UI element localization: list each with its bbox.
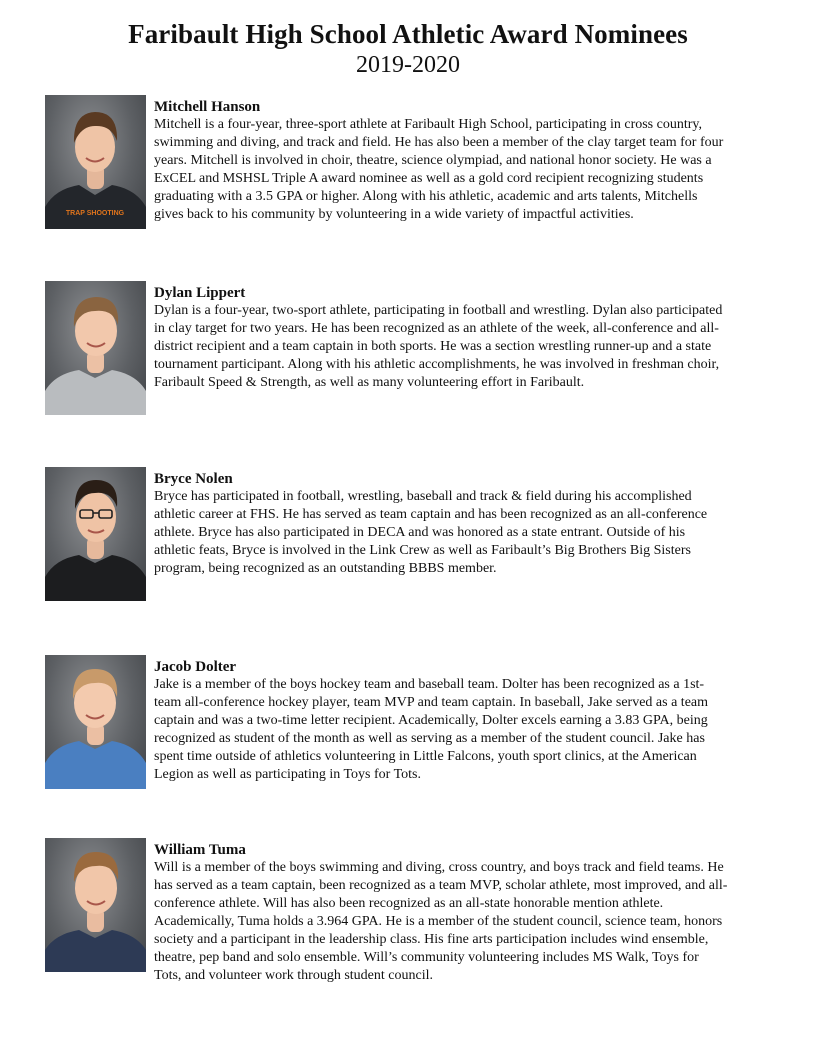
nominee-name: Jacob Dolter (154, 659, 237, 675)
nominee-bio: Mitchell is a four-year, three-sport athlete at Faribault High School, participating in cross country, swimming and diving, and track and field. He has also been a member of the clay target team for four years. Mitchell is involved in choir, theatre, science olympiad, and national honor society. He was a ExCEL and MSHSL Triple A award nominee as well as a gold cord recipient recognizing students graduating with a 3.5 GPA or higher. Along with his athletic, academic and arts talents, Mitchells gives back to his community by volunteering in a wide variety of impactful activities. (154, 117, 724, 222)
student-portrait-image (45, 467, 146, 601)
nominee-bio: Bryce has participated in football, wrestling, baseball and track & field during his accomplished athletic career at FHS. He has served as team captain and has been recognized as an all-conference athlete. Bryce has also participated in DECA and was honored as a state entrant. Outside of his athletic feats, Bryce is involved in the Link Crew as well as Faribault’s Big Brothers Big Sisters program, being recognized as an outstanding BBBS member. (154, 489, 708, 576)
student-portrait-image (45, 655, 146, 789)
student-portrait-image (45, 95, 146, 229)
portrait-shirt (45, 930, 146, 972)
portrait-shirt (45, 555, 146, 601)
nominee-photo (45, 467, 146, 601)
nominee-photo (45, 281, 146, 415)
nominee-photo (45, 655, 146, 789)
nominee-name: Bryce Nolen (154, 471, 233, 487)
nominee-name: Mitchell Hanson (154, 99, 261, 115)
nominee-text (154, 470, 729, 578)
nominee-name: William Tuma (154, 842, 246, 858)
nominee-text (154, 284, 729, 392)
portrait-shirt (45, 741, 146, 789)
student-portrait-image (45, 838, 146, 972)
nominee-photo (45, 838, 146, 972)
nominee-name: Dylan Lippert (154, 285, 246, 301)
nominee-text (154, 98, 729, 224)
page-subtitle-year: 2019-2020 (356, 52, 460, 78)
nominee-bio: Jake is a member of the boys hockey team and baseball team. Dolter has been recognized as a 1st-team all-conference hockey player, team MVP and team captain. In baseball, Jake served as a team captain and was a two-time letter recipient. Academically, Dolter excels earning a 3.83 GPA, being recognized as student of the month as well as serving as a member of the student council. Jake has spent time outside of athletics volunteering in Little Falcons, youth sport clinics, at the American Legion as well as participating in Toys for Tots. (154, 677, 709, 782)
portrait-shirt-print: TRAP SHOOTING (65, 210, 125, 217)
portrait-face (76, 492, 116, 542)
nominee-text (154, 841, 729, 985)
student-portrait-image (45, 281, 146, 415)
nominee-bio: Dylan is a four-year, two-sport athlete, participating in football and wrestling. Dylan also participated in clay target for two years. He has been recognized as an athlete of the week, all-conference and all-district recipient and a team captain in both sports. He was a section wrestling runner-up and a state tournament participant. Along with his athletic accomplishments, he was involved in freshman choir, Faribault Speed & Strength, as well as many volunteering effort in Faribault. (154, 303, 723, 390)
portrait-shirt (45, 370, 146, 415)
page-header (0, 17, 816, 79)
nominee-text (154, 658, 729, 784)
portrait-shirt (45, 185, 146, 229)
page-title: Faribault High School Athletic Award Nominees (128, 19, 688, 49)
nominee-bio: Will is a member of the boys swimming and diving, cross country, and boys track and field teams. He has served as a team captain, been recognized as a team MVP, scholar athlete, most improved, and all-conference athlete. Will has also been recognized as an all-state honorable mention athlete. Academically, Tuma holds a 3.964 GPA. He is a member of the student council, science team, honors society and a participant in the leadership class. His fine arts participation includes wind ensemble, theatre, pep band and solo ensemble. Will’s community volunteering includes MS Walk, Toys for Tots, and volunteer work through student council. (154, 860, 728, 983)
nominee-photo (45, 95, 146, 229)
